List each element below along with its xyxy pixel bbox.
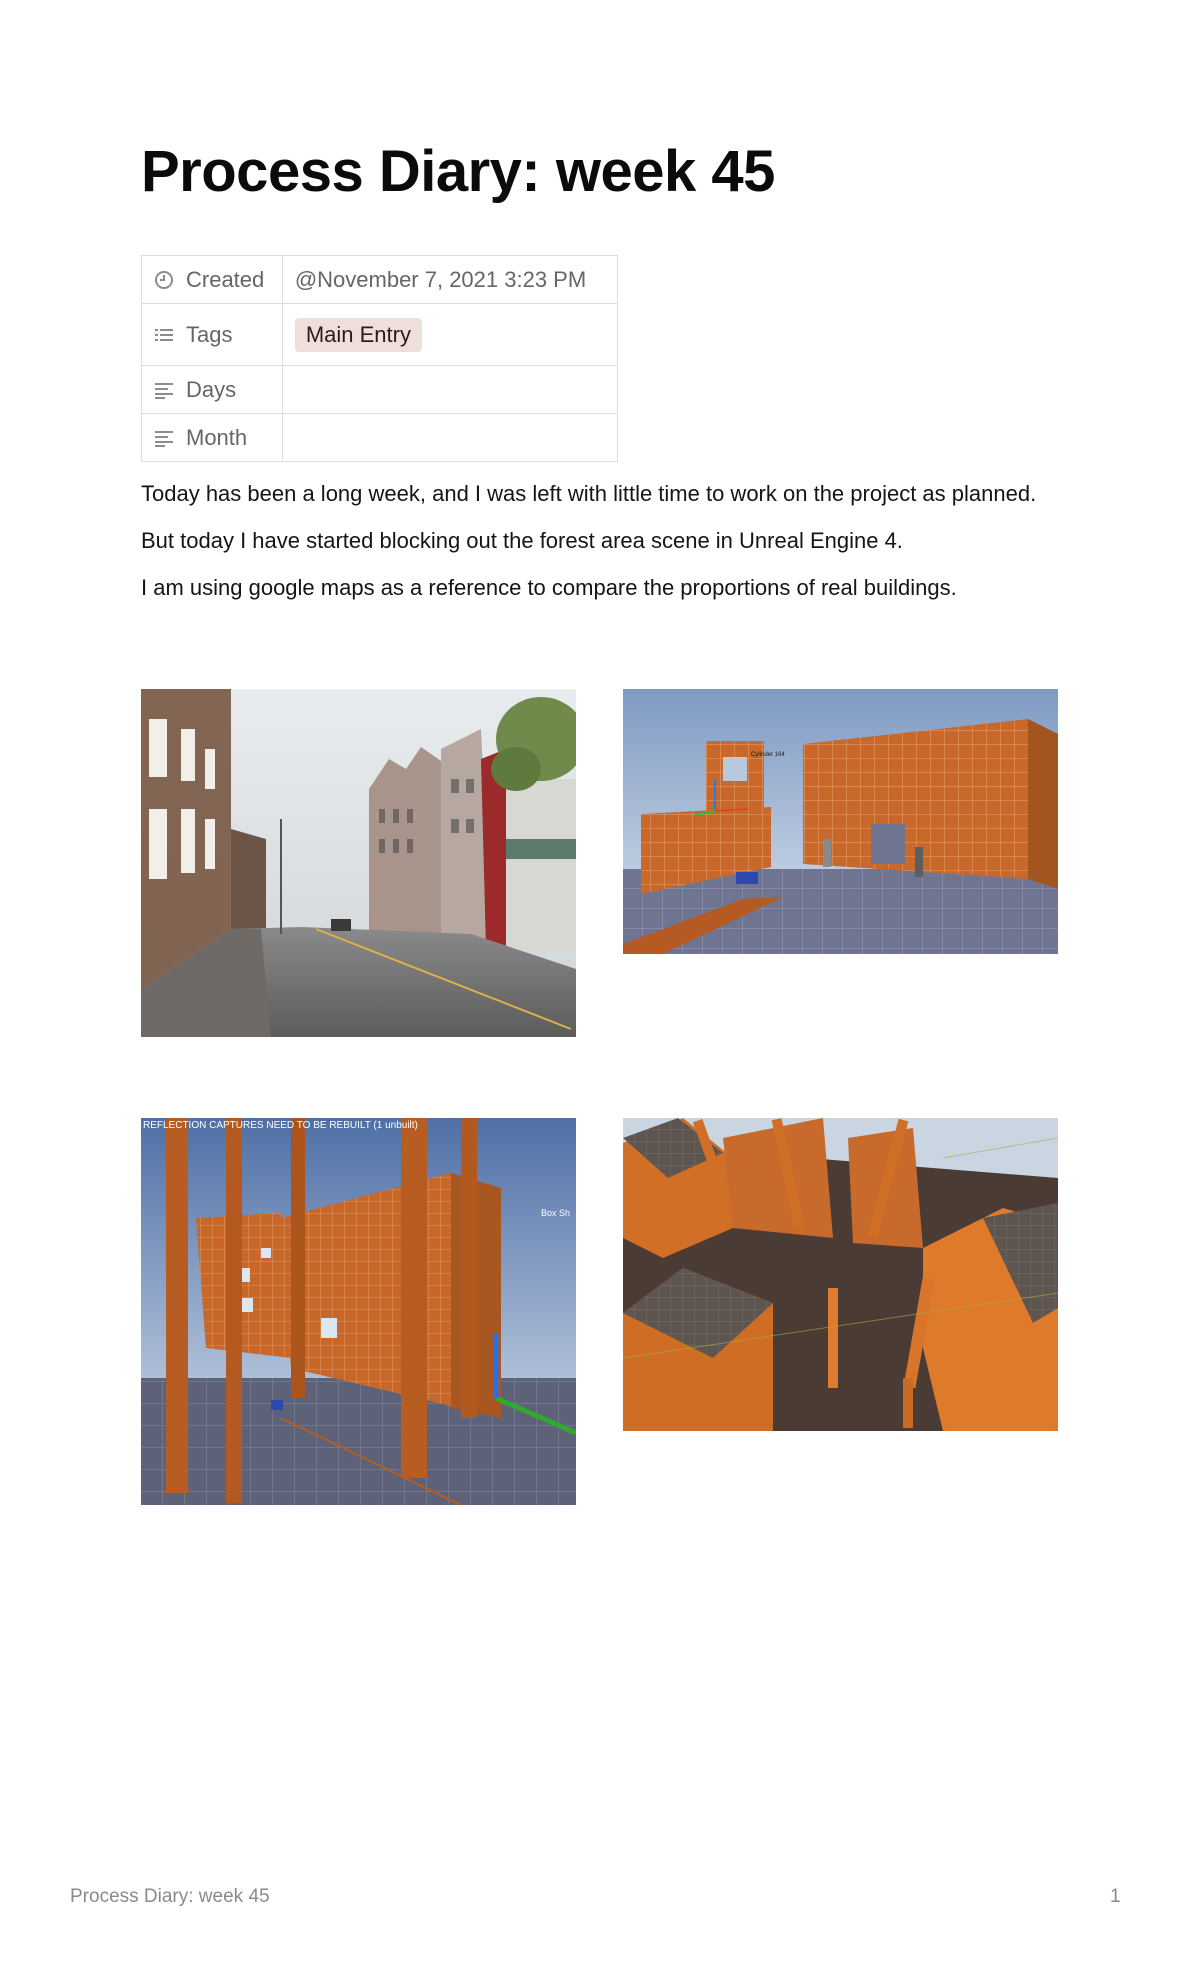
properties-table bbox=[141, 255, 618, 462]
blockout-image-1[interactable] bbox=[623, 689, 1058, 954]
page-title: Process Diary: week 45 bbox=[141, 139, 775, 204]
property-name-created[interactable] bbox=[142, 256, 283, 304]
property-label: Days bbox=[186, 376, 237, 402]
property-name-month[interactable] bbox=[142, 414, 283, 462]
tags-value[interactable] bbox=[282, 304, 617, 366]
property-name-tags[interactable] bbox=[142, 304, 283, 366]
page-body bbox=[141, 476, 1061, 617]
property-label: Created bbox=[186, 266, 265, 292]
property-row-created bbox=[142, 256, 618, 304]
clock-icon bbox=[154, 270, 174, 290]
property-label: Month bbox=[186, 424, 248, 450]
days-value[interactable] bbox=[282, 366, 617, 414]
text-lines-icon bbox=[154, 428, 174, 448]
created-value[interactable]: @November 7, 2021 3:23 PM bbox=[282, 256, 617, 304]
property-name-days[interactable] bbox=[142, 366, 283, 414]
footer-title: Process Diary: week 45 bbox=[70, 1886, 270, 1907]
footer-page-number: 1 bbox=[1110, 1886, 1121, 1907]
blockout-image-3[interactable] bbox=[623, 1118, 1058, 1431]
month-value[interactable] bbox=[282, 414, 617, 462]
paragraph: But today I have started blocking out the forest area scene in Unreal Engine 4. bbox=[141, 528, 903, 553]
list-icon bbox=[154, 325, 174, 345]
overlay-label: Box Sh bbox=[541, 1208, 571, 1218]
overlay-label: Cylinder 164 bbox=[751, 752, 785, 758]
blockout-image-2[interactable] bbox=[141, 1118, 576, 1505]
tag-chip[interactable]: Main Entry bbox=[295, 318, 422, 352]
paragraph: Today has been a long week, and I was left with little time to work on the project as planned. bbox=[141, 481, 1037, 506]
property-row-days bbox=[142, 366, 618, 414]
property-label: Tags bbox=[186, 321, 233, 347]
property-row-month bbox=[142, 414, 618, 462]
property-row-tags bbox=[142, 304, 618, 366]
paragraph: I am using google maps as a reference to compare the proportions of real buildings. bbox=[141, 575, 957, 600]
text-lines-icon bbox=[154, 380, 174, 400]
street-reference-image[interactable] bbox=[141, 689, 576, 1037]
overlay-warning: REFLECTION CAPTURES NEED TO BE REBUILT (1 unbuilt) bbox=[143, 1120, 418, 1131]
